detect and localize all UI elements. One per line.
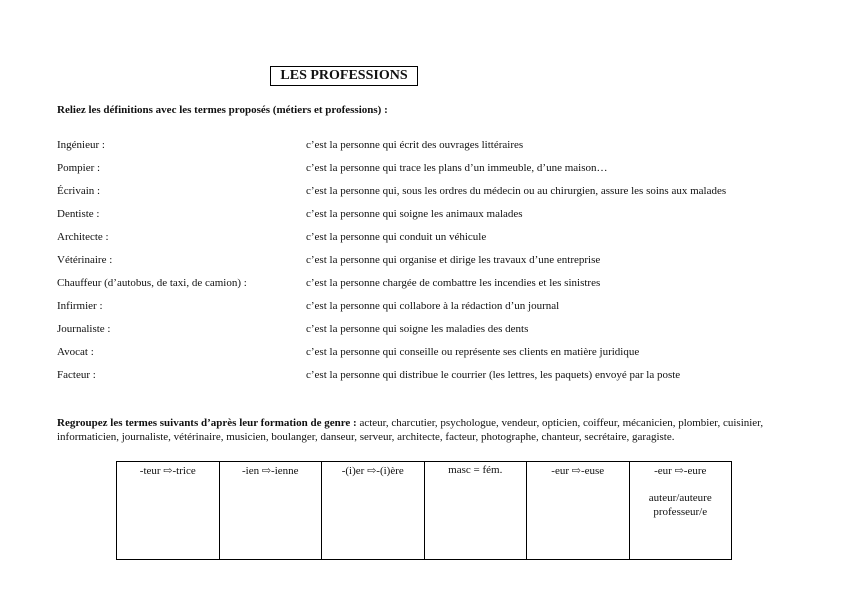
term-label: Avocat : — [57, 346, 94, 358]
matching-list — [57, 138, 817, 391]
list-item — [57, 345, 817, 368]
list-item — [57, 184, 817, 207]
definition-text: c’est la personne qui conduit un véhicule — [306, 231, 487, 243]
instruction-text: Reliez les définitions avec les termes proposés (métiers et professions) : — [57, 104, 388, 116]
column-header: masc = fém. — [448, 464, 503, 476]
definition-text: c’est la personne qui trace les plans d’un immeuble, d’une maison… — [306, 162, 608, 174]
definition-text: c’est la personne qui organise et dirige les travaux d’une entreprise — [306, 254, 601, 266]
definition-text: c’est la personne qui soigne les maladies des dents — [306, 323, 529, 335]
list-item — [57, 230, 817, 253]
page-title: LES PROFESSIONS — [270, 66, 418, 86]
column-header: -teur ⇨-trice — [139, 465, 196, 477]
regroup-instruction — [57, 416, 797, 444]
column-header: -eur ⇨-euse — [551, 465, 605, 477]
list-item — [57, 368, 817, 391]
term-label: Journaliste : — [57, 323, 111, 335]
list-item — [57, 299, 817, 322]
table-cell[interactable] — [117, 462, 220, 560]
definition-text: c’est la personne qui, sous les ordres du médecin ou au chirurgien, assure les soins aux malades — [306, 185, 727, 197]
table-cell[interactable] — [322, 462, 425, 560]
list-item — [57, 253, 817, 276]
table-cell[interactable] — [527, 462, 630, 560]
column-header: -ien ⇨-ienne — [241, 465, 299, 477]
table-cell[interactable] — [219, 462, 322, 560]
term-label: Architecte : — [57, 231, 109, 243]
list-item — [57, 207, 817, 230]
term-label: Écrivain : — [57, 185, 101, 197]
list-item — [57, 276, 817, 299]
definition-text: c’est la personne qui écrit des ouvrages littéraires — [306, 139, 524, 151]
term-label: Infirmier : — [57, 300, 103, 312]
list-item — [57, 322, 817, 345]
column-header: -eur ⇨-eure — [654, 465, 707, 477]
term-label: Dentiste : — [57, 208, 100, 220]
term-label: Chauffeur (d’autobus, de taxi, de camion) : — [57, 277, 247, 289]
definition-text: c’est la personne chargée de combattre les incendies et les sinistres — [306, 277, 601, 289]
example-text: professeur/e — [653, 506, 708, 518]
term-label: Facteur : — [57, 369, 96, 381]
table-cell[interactable] — [424, 462, 527, 560]
gender-formation-table — [116, 461, 732, 560]
definition-text: c’est la personne qui distribue le courrier (les lettres, les paquets) envoyé par la poste — [306, 369, 681, 381]
definition-text: c’est la personne qui collabore à la rédaction d’un journal — [306, 300, 560, 312]
list-item — [57, 138, 817, 161]
term-label: Vétérinaire : — [57, 254, 113, 266]
regroup-terms: acteur, charcutier, psychologue, vendeur, opticien, coiffeur, mécanicien, plombier, cuisinier, informaticien, journaliste, vétérinaire, musicien, boulanger, danseur, serveur, architecte, facteur, photographe, chanteur, secrétaire, garagiste. — [57, 417, 764, 443]
column-header: -(i)er ⇨-(i)ère — [341, 465, 404, 477]
example-text: auteur/auteure — [648, 492, 712, 504]
definition-text: c’est la personne qui conseille ou représente ses clients en matière juridique — [306, 346, 640, 358]
term-label: Pompier : — [57, 162, 101, 174]
regroup-label: Regroupez les termes suivants d’après leur formation de genre : — [57, 417, 357, 429]
list-item — [57, 161, 817, 184]
table-cell[interactable] — [629, 462, 732, 560]
definition-text: c’est la personne qui soigne les animaux malades — [306, 208, 523, 220]
term-label: Ingénieur : — [57, 139, 105, 151]
